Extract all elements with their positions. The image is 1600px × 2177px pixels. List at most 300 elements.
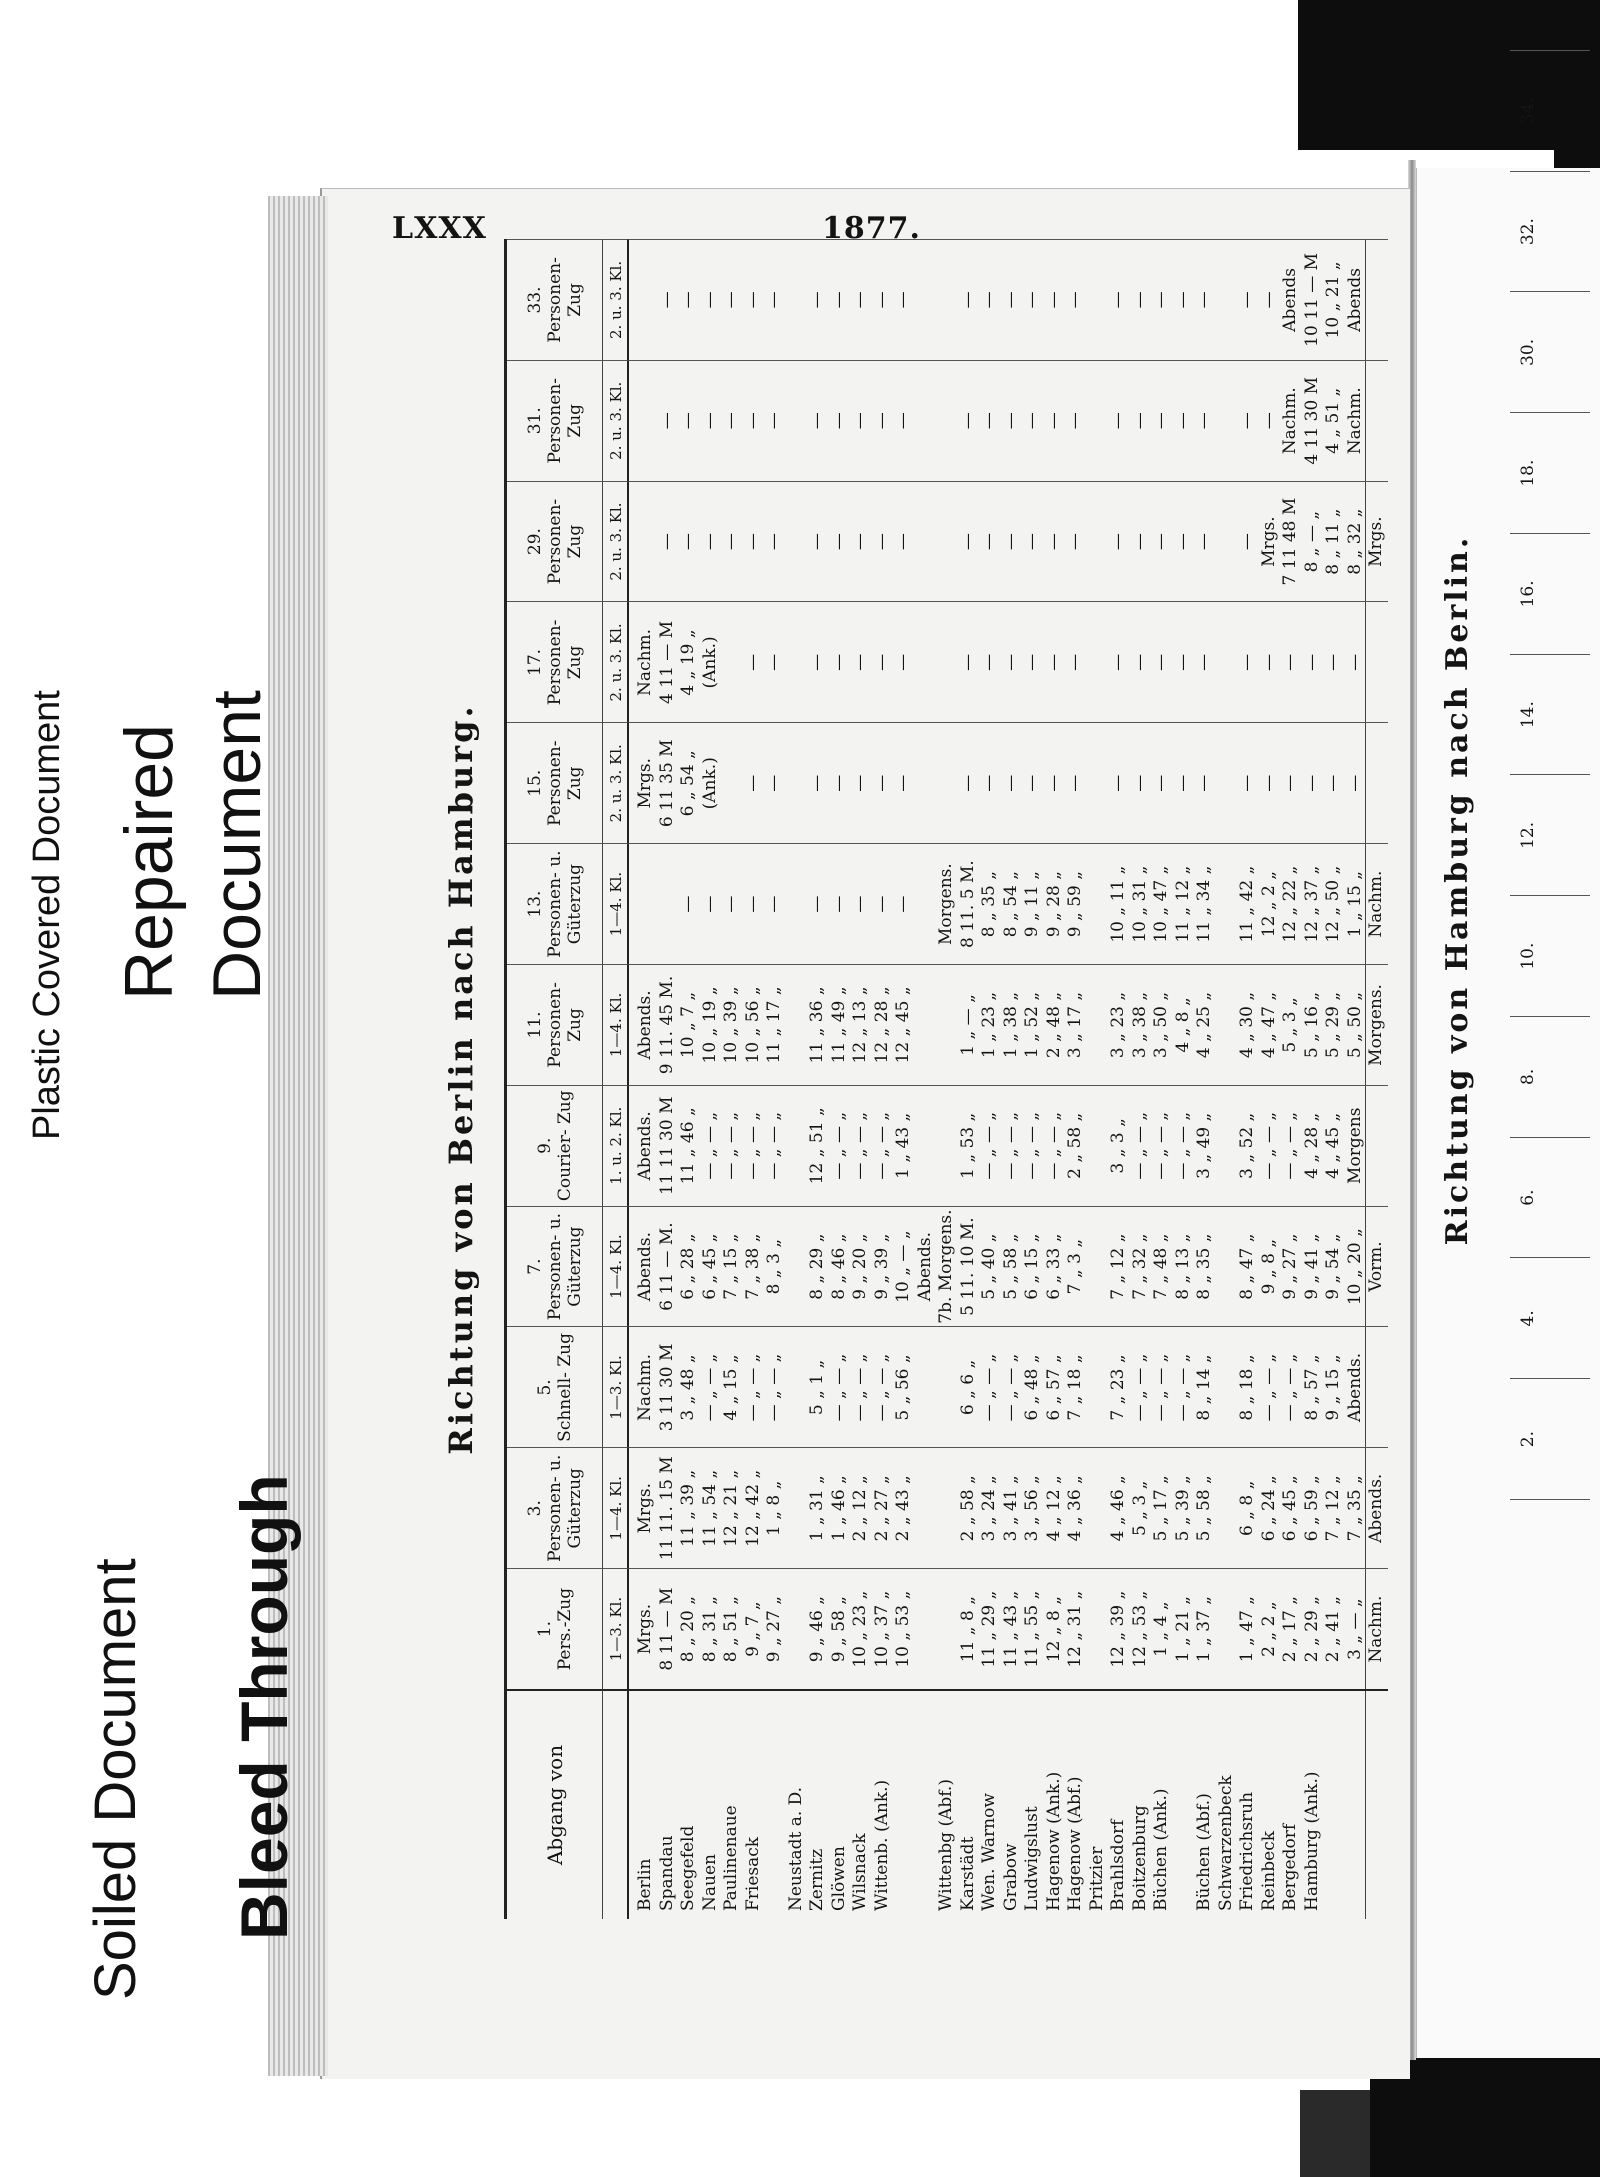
train-number: 5. [534, 1379, 555, 1396]
time-cell: 9 11. 45 M. [656, 975, 677, 1075]
time-cell: (Ank.) [699, 636, 720, 689]
time-cell [936, 1328, 958, 1448]
train-times [629, 1447, 1388, 1568]
time-cell: 10 „ 7 „ [678, 991, 698, 1059]
next-timetable-title: Richtung von Hamburg nach Berlin. [1440, 534, 1475, 1246]
time-cell: 4 „ 28 „ [1301, 1112, 1322, 1179]
time-cell: — [893, 291, 913, 309]
time-cell [936, 1569, 958, 1689]
time-cell: — [979, 291, 999, 309]
time-cell: 6 „ 24 „ [1258, 1475, 1279, 1542]
time-cell: 10 „ 56 „ [742, 986, 763, 1064]
train-class: 1—4. Kl. [603, 964, 629, 1085]
time-cell: Abends. [635, 1232, 655, 1302]
time-cell: Nachm. [635, 1353, 655, 1421]
station-name: Hamburg (Ank.) [1301, 1771, 1322, 1911]
time-cell [721, 723, 743, 843]
train-name: Personen- Zug [544, 619, 585, 706]
time-cell: 12 „ 53 „ [1129, 1590, 1150, 1668]
time-cell: 9 „ 27 „ [1280, 1233, 1300, 1300]
time-cell: — [1237, 533, 1257, 551]
station-name: Schwarzenbeck [1215, 1775, 1236, 1911]
station-list [629, 1689, 1388, 1919]
time-cell: 1 „ 47 „ [1237, 1595, 1257, 1663]
time-cell: 9 „ 7 „ [742, 1601, 763, 1657]
time-cell: 9 „ 28 „ [1043, 870, 1064, 938]
time-cell: — [1194, 412, 1214, 430]
time-cell: — [1237, 291, 1257, 309]
time-cell: — [893, 895, 913, 913]
time-cell [786, 361, 808, 481]
time-cell: — [764, 774, 784, 792]
time-cell [1366, 361, 1388, 481]
time-cell: 6 „ 48 „ [1022, 1354, 1042, 1421]
time-cell: 3 „ 41 „ [1000, 1475, 1021, 1542]
time-cell: 9 „ 46 „ [807, 1595, 827, 1663]
train-header [507, 964, 603, 1085]
time-cell [1216, 1207, 1238, 1327]
time-cell: 5 „ 40 „ [979, 1233, 999, 1300]
time-cell: 2 „ 43 „ [893, 1475, 913, 1542]
train-class: 2. u. 3. Kl. [603, 722, 629, 843]
time-cell [786, 1207, 808, 1327]
station-name: Reinbeck [1258, 1830, 1279, 1911]
label-soiled: Soiled Document [83, 1558, 148, 2000]
time-cell: — [1022, 291, 1042, 309]
time-cell: — [1237, 412, 1257, 430]
time-cell: 7 „ 18 „ [1065, 1354, 1085, 1421]
time-cell [1087, 1448, 1109, 1568]
station-name: Spandau [656, 1835, 677, 1911]
train-header [507, 843, 603, 964]
time-cell [786, 1328, 808, 1448]
time-cell: — „ — „ [1280, 1353, 1300, 1422]
time-cell: 5 „ 56 „ [893, 1354, 913, 1421]
time-cell: 7 „ 48 „ [1151, 1233, 1171, 1300]
time-cell: 4 „ 47 „ [1258, 991, 1279, 1059]
time-cell: Vorm. [1366, 1241, 1386, 1292]
timetable-grid [504, 239, 1386, 1919]
page-number: LXXX [392, 211, 487, 246]
time-cell: — [742, 533, 763, 551]
train-times [629, 1206, 1388, 1327]
time-cell: — [742, 653, 763, 671]
time-cell: — [1129, 653, 1150, 671]
train-class: 1—3. Kl. [603, 1568, 629, 1689]
time-cell: — [1151, 774, 1171, 792]
time-cell [1366, 1086, 1388, 1206]
train-header [507, 722, 603, 843]
train-name: Personen- Zug [544, 982, 585, 1068]
train-times [629, 239, 1388, 360]
time-cell: — [828, 412, 849, 430]
train-header [507, 481, 603, 602]
time-cell: — [828, 533, 849, 551]
train-header [507, 1447, 603, 1568]
time-cell: Abends [1280, 268, 1300, 332]
time-cell: — [1194, 774, 1214, 792]
time-cell: Nachm. [635, 628, 655, 696]
time-cell: — [893, 412, 913, 430]
time-cell: 8 „ — „ [1301, 510, 1322, 573]
time-cell: 8 „ 20 „ [678, 1595, 698, 1663]
station-name [1173, 1691, 1195, 1919]
time-cell: 2 „ 58 „ [957, 1475, 978, 1542]
time-cell: — „ — „ [871, 1353, 892, 1422]
time-cell: 1 „ 38 „ [1000, 991, 1021, 1059]
time-cell [657, 844, 679, 964]
time-cell: — [764, 653, 784, 671]
time-cell: — „ — „ [699, 1111, 720, 1180]
next-train-number: 2. [1510, 1378, 1590, 1499]
document-page [320, 188, 1410, 2079]
next-train-number: 30. [1510, 292, 1590, 413]
time-cell: — [979, 533, 999, 551]
time-cell: — „ — „ [1129, 1353, 1150, 1422]
time-cell: 8 „ 35 „ [1194, 1233, 1214, 1300]
time-cell: 4 „ 8 „ [1172, 997, 1193, 1053]
time-cell: — [678, 533, 698, 551]
time-cell [1087, 965, 1109, 1085]
time-cell: 8 „ 46 „ [828, 1233, 849, 1300]
time-cell: Abends. [635, 990, 655, 1060]
time-cell: 8 „ 29 „ [807, 1233, 827, 1300]
time-cell [936, 240, 958, 360]
time-cell: — [1258, 291, 1279, 309]
next-station-spacer [1510, 1499, 1590, 1730]
station-name: Glöwen [828, 1846, 849, 1911]
time-cell: — „ — „ [699, 1353, 720, 1422]
time-cell: — [1108, 653, 1128, 671]
time-cell: — [850, 895, 870, 913]
time-cell: Abends. [1344, 1352, 1365, 1423]
time-cell: 3 11 30 M [656, 1343, 677, 1432]
time-cell [915, 1328, 937, 1448]
time-cell: — [1022, 533, 1042, 551]
station-header [507, 1689, 603, 1919]
time-cell: 5 „ 3 „ [1280, 997, 1300, 1053]
time-cell: — [656, 291, 677, 309]
time-cell: 3 „ 49 „ [1194, 1112, 1214, 1179]
time-cell [1216, 844, 1238, 964]
train-class: 1—3. Kl. [603, 1327, 629, 1448]
time-cell: 4 11 — M [656, 620, 677, 704]
next-train-number: 16. [1510, 533, 1590, 654]
train-name: Personen- Zug [544, 257, 585, 343]
train-number: 1. [534, 1620, 555, 1638]
time-cell: 7 „ 12 „ [1323, 1475, 1343, 1542]
time-cell [786, 1569, 808, 1689]
time-cell [915, 1086, 937, 1206]
time-cell: 5 „ 16 „ [1301, 991, 1322, 1059]
time-cell: 6 „ 28 „ [678, 1233, 698, 1300]
time-cell [786, 603, 808, 723]
time-cell: — [721, 895, 741, 913]
time-cell: 3 „ 52 „ [1237, 1112, 1257, 1179]
station-name: Karstädt [957, 1836, 978, 1911]
time-cell: 11 „ 46 „ [678, 1107, 698, 1185]
time-cell: — [850, 653, 870, 671]
time-cell [1087, 1207, 1109, 1327]
time-cell [915, 240, 937, 360]
time-cell: 8 „ 31 „ [699, 1595, 720, 1663]
time-cell [1366, 1328, 1388, 1448]
time-cell [635, 240, 657, 360]
time-cell: (Ank.) [699, 757, 720, 810]
time-cell [936, 361, 958, 481]
time-cell: — [893, 653, 913, 671]
time-cell [1087, 1569, 1109, 1689]
time-cell: — [721, 533, 741, 551]
time-cell: Abends. [635, 1111, 655, 1181]
time-cell: 4 „ 12 „ [1043, 1475, 1064, 1542]
time-cell: 11 „ 49 „ [828, 986, 849, 1064]
time-cell: — „ — „ [1172, 1353, 1193, 1422]
time-cell: 2 „ 2 „ [1258, 1601, 1279, 1657]
next-train-number: 34. [1510, 50, 1590, 171]
time-cell: — [871, 895, 892, 913]
station-name: Neustadt a. D. [785, 1786, 806, 1911]
station-name: Friedrichsruh [1237, 1791, 1257, 1911]
time-cell: — [1000, 291, 1021, 309]
time-cell: 1 „ 23 „ [979, 991, 999, 1059]
train-header [507, 1327, 603, 1448]
station-name [764, 1691, 786, 1919]
time-cell: 5 „ 58 „ [1000, 1233, 1021, 1300]
time-cell: 7 „ 23 „ [1108, 1354, 1128, 1421]
next-train-number: 10. [1510, 895, 1590, 1016]
station-name: Wittenb. (Ank.) [871, 1779, 892, 1911]
time-cell: 12 „ 42 „ [742, 1469, 763, 1547]
time-cell: Mrgs. [635, 1482, 655, 1534]
time-cell: — [1065, 653, 1085, 671]
time-cell: 1 „ — „ [957, 994, 978, 1056]
time-cell: 2 „ 17 „ [1280, 1595, 1300, 1663]
time-cell: — [1022, 774, 1042, 792]
time-cell [915, 844, 937, 964]
time-cell: — [1172, 412, 1193, 430]
time-cell: — „ — „ [1280, 1111, 1300, 1180]
time-cell: — [1280, 653, 1300, 671]
time-cell: 12 „ 13 „ [850, 986, 870, 1064]
train-times [629, 1327, 1388, 1448]
time-cell: 11 „ 39 „ [678, 1469, 698, 1547]
time-cell: — [764, 291, 784, 309]
time-cell: 2 „ 27 „ [871, 1475, 892, 1542]
time-cell: — [871, 533, 892, 551]
time-cell: — [1065, 291, 1085, 309]
time-cell: 11 „ 54 „ [699, 1469, 720, 1547]
time-cell: 9 „ 11 „ [1022, 870, 1042, 938]
time-cell: — [1151, 291, 1171, 309]
time-cell [1216, 1328, 1238, 1448]
time-cell: 1 „ 37 „ [1194, 1595, 1214, 1663]
time-cell: 3 „ — „ [1344, 1598, 1365, 1660]
time-cell: — [1237, 774, 1257, 792]
time-cell: — „ — „ [1258, 1111, 1279, 1180]
time-cell: 9 „ 59 „ [1065, 870, 1085, 938]
time-cell: 8 „ 54 „ [1000, 870, 1021, 938]
time-cell: — [1129, 774, 1150, 792]
time-cell: 3 „ 17 „ [1065, 991, 1085, 1059]
time-cell: — [1258, 412, 1279, 430]
time-cell: 8 „ 57 „ [1301, 1354, 1322, 1421]
time-cell: — [699, 533, 720, 551]
train-name: Personen- u. Güterzug [544, 1212, 585, 1321]
time-cell: — [1194, 653, 1214, 671]
time-cell [915, 1448, 937, 1568]
station-name: Ludwigslust [1022, 1806, 1042, 1911]
time-cell: — [742, 774, 763, 792]
train-number: 29. [524, 528, 545, 556]
train-class: 2. u. 3. Kl. [603, 481, 629, 602]
time-cell: Nachm. [1344, 387, 1365, 455]
time-cell: — „ — „ [828, 1111, 849, 1180]
next-timetable-columns [1510, 50, 1590, 1730]
time-cell: 3 „ 56 „ [1022, 1475, 1042, 1542]
train-header [507, 1085, 603, 1206]
time-cell: 9 „ 27 „ [764, 1595, 784, 1663]
time-cell: 11 „ 34 „ [1194, 865, 1214, 943]
time-cell: Morgens [1344, 1107, 1365, 1184]
time-cell: 5 „ 17 „ [1151, 1475, 1171, 1542]
time-cell: — [742, 895, 763, 913]
time-cell: — [1172, 774, 1193, 792]
train-class: 1—4. Kl. [603, 843, 629, 964]
time-cell: — „ — „ [1000, 1353, 1021, 1422]
time-cell: — [1022, 412, 1042, 430]
time-cell: — „ — „ [1129, 1111, 1150, 1180]
time-cell: — „ — „ [764, 1353, 784, 1422]
time-cell: 9 „ 20 „ [850, 1233, 870, 1300]
time-cell: 7 „ 38 „ [742, 1233, 763, 1300]
time-cell: — [1172, 533, 1193, 551]
time-cell: — [1344, 653, 1365, 671]
time-cell: Mrgs. [635, 757, 655, 809]
time-cell: — [1022, 653, 1042, 671]
train-header [507, 1206, 603, 1327]
train-times [629, 1085, 1388, 1206]
time-cell [1216, 361, 1238, 481]
time-cell: — [1043, 774, 1064, 792]
time-cell [936, 723, 958, 843]
time-cell: 1 „ 43 „ [893, 1112, 913, 1179]
time-cell [1216, 1086, 1238, 1206]
time-cell: 2 „ 41 „ [1323, 1595, 1343, 1663]
timetable-title: Richtung von Berlin nach Hamburg. [442, 703, 480, 1455]
time-cell: — [807, 291, 827, 309]
time-cell: — „ — „ [1172, 1111, 1193, 1180]
time-cell: 11 11. 15 M [656, 1456, 677, 1561]
time-cell: — [1280, 774, 1300, 792]
next-train-number: 12. [1510, 775, 1590, 896]
time-cell: 1 „ 31 „ [807, 1475, 827, 1542]
time-cell: 6 „ 6 „ [957, 1359, 978, 1416]
time-cell: — [850, 533, 870, 551]
time-cell [635, 361, 657, 481]
time-cell: — [871, 291, 892, 309]
time-cell [936, 1448, 958, 1568]
time-cell [1366, 603, 1388, 723]
time-cell: — [1258, 774, 1279, 792]
time-cell: 3 „ 38 „ [1129, 991, 1150, 1059]
station-name: Brahlsdorf [1108, 1819, 1128, 1911]
time-cell: — „ — „ [850, 1111, 870, 1180]
time-cell: — [764, 895, 784, 913]
time-cell [936, 603, 958, 723]
time-cell: — „ — „ [871, 1111, 892, 1180]
time-cell: — [699, 291, 720, 309]
time-cell [915, 1569, 937, 1689]
time-cell: — „ — „ [721, 1111, 741, 1180]
time-cell [635, 482, 657, 602]
time-cell: — [1065, 774, 1085, 792]
time-cell: — „ — „ [1043, 1111, 1064, 1180]
time-cell: — [871, 653, 892, 671]
train-class: 1—4. Kl. [603, 1447, 629, 1568]
time-cell [786, 1086, 808, 1206]
time-cell: — [828, 291, 849, 309]
train-name: Pers.-Zug [554, 1587, 575, 1671]
time-cell: — [1323, 774, 1343, 792]
time-cell: 4 „ 30 „ [1237, 991, 1257, 1059]
time-cell: — [1000, 412, 1021, 430]
train-name: Personen- u. Güterzug [544, 850, 585, 958]
time-cell: — [656, 533, 677, 551]
time-cell [936, 482, 958, 602]
train-class: 1—4. Kl. [603, 1206, 629, 1327]
time-cell: — [678, 895, 698, 913]
time-cell: 1 „ 15 „ [1344, 870, 1365, 938]
time-cell: — „ — „ [1000, 1111, 1021, 1180]
next-train-number: 18. [1510, 412, 1590, 533]
time-cell: — [1151, 412, 1171, 430]
time-cell: 8 „ 18 „ [1237, 1354, 1257, 1421]
time-cell [786, 723, 808, 843]
train-name: Personen- Zug [544, 498, 585, 585]
time-cell: — [979, 412, 999, 430]
time-cell [1087, 603, 1109, 723]
station-name: Büchen (Abf.) [1194, 1793, 1214, 1911]
time-cell [721, 603, 743, 723]
time-cell: 7 11 48 M [1280, 497, 1300, 586]
time-cell: — [1108, 412, 1128, 430]
time-cell: — [1000, 653, 1021, 671]
time-cell: — [850, 412, 870, 430]
time-cell: 4 „ 25 „ [1194, 991, 1214, 1059]
time-cell: 4 „ 36 „ [1065, 1475, 1085, 1542]
time-cell: — [1151, 533, 1171, 551]
time-cell: — „ — „ [1151, 1111, 1171, 1180]
time-cell: — [742, 291, 763, 309]
time-cell: — [807, 774, 827, 792]
time-cell: 10 11 — M [1301, 252, 1322, 347]
time-cell [1216, 723, 1238, 843]
train-times [629, 722, 1388, 843]
time-cell: 10 „ 47 „ [1151, 865, 1171, 943]
station-name: Wittenbg (Abf.) [936, 1779, 956, 1911]
time-cell: 4 „ 46 „ [1108, 1475, 1128, 1542]
train-number: 13. [524, 890, 545, 918]
station-name: Wilsnack [850, 1833, 870, 1911]
time-cell [915, 603, 937, 723]
time-cell: 4 11 30 M [1301, 376, 1322, 465]
train-times [629, 843, 1388, 964]
time-cell: — [1129, 291, 1150, 309]
time-cell: Morgens. [1366, 984, 1386, 1066]
time-cell: — „ — „ [979, 1111, 999, 1180]
station-name: Wen. Warnow [979, 1793, 999, 1911]
